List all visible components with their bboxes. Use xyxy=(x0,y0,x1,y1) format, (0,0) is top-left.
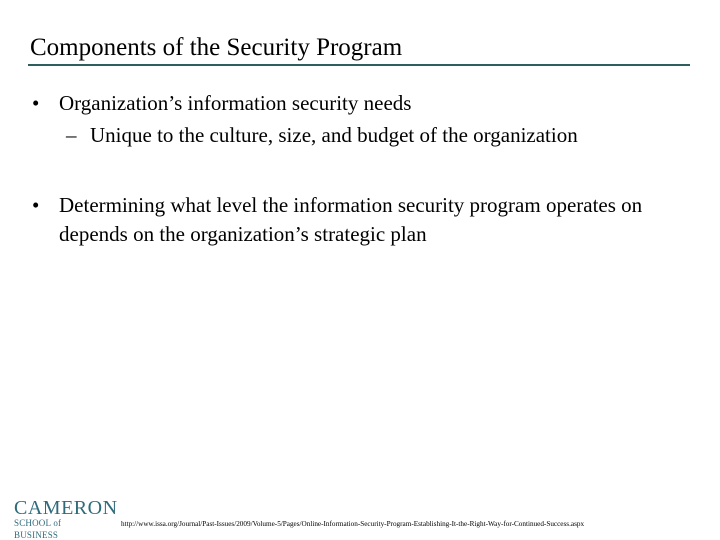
bullet-marker: • xyxy=(32,193,40,217)
logo-name: CAMERON xyxy=(14,497,118,519)
bullet-item xyxy=(32,191,659,249)
bullet-text: Determining what level the information security program operates on depends on the organization’s strategic plan xyxy=(59,193,643,246)
logo-subtitle: SCHOOL of BUSINESS xyxy=(14,518,62,540)
bullet-item xyxy=(32,89,411,117)
bullet-text: Organization’s information security needs xyxy=(59,91,412,115)
sub-bullet-text: Unique to the culture, size, and budget of the organization xyxy=(90,123,578,147)
sub-bullet-marker: – xyxy=(66,123,77,147)
source-url[interactable]: http://www.issa.org/Journal/Past-Issues/2009/Volume-5/Pages/Online-Information-Security-Program-Establishing-It-the-Right-Way-for-Continued-Success.aspx xyxy=(121,520,585,528)
cameron-logo xyxy=(14,497,118,540)
sub-bullet-item xyxy=(66,121,578,149)
slide-title: Components of the Security Program xyxy=(30,34,403,61)
title-divider xyxy=(28,64,690,66)
bullet-marker: • xyxy=(32,91,40,115)
